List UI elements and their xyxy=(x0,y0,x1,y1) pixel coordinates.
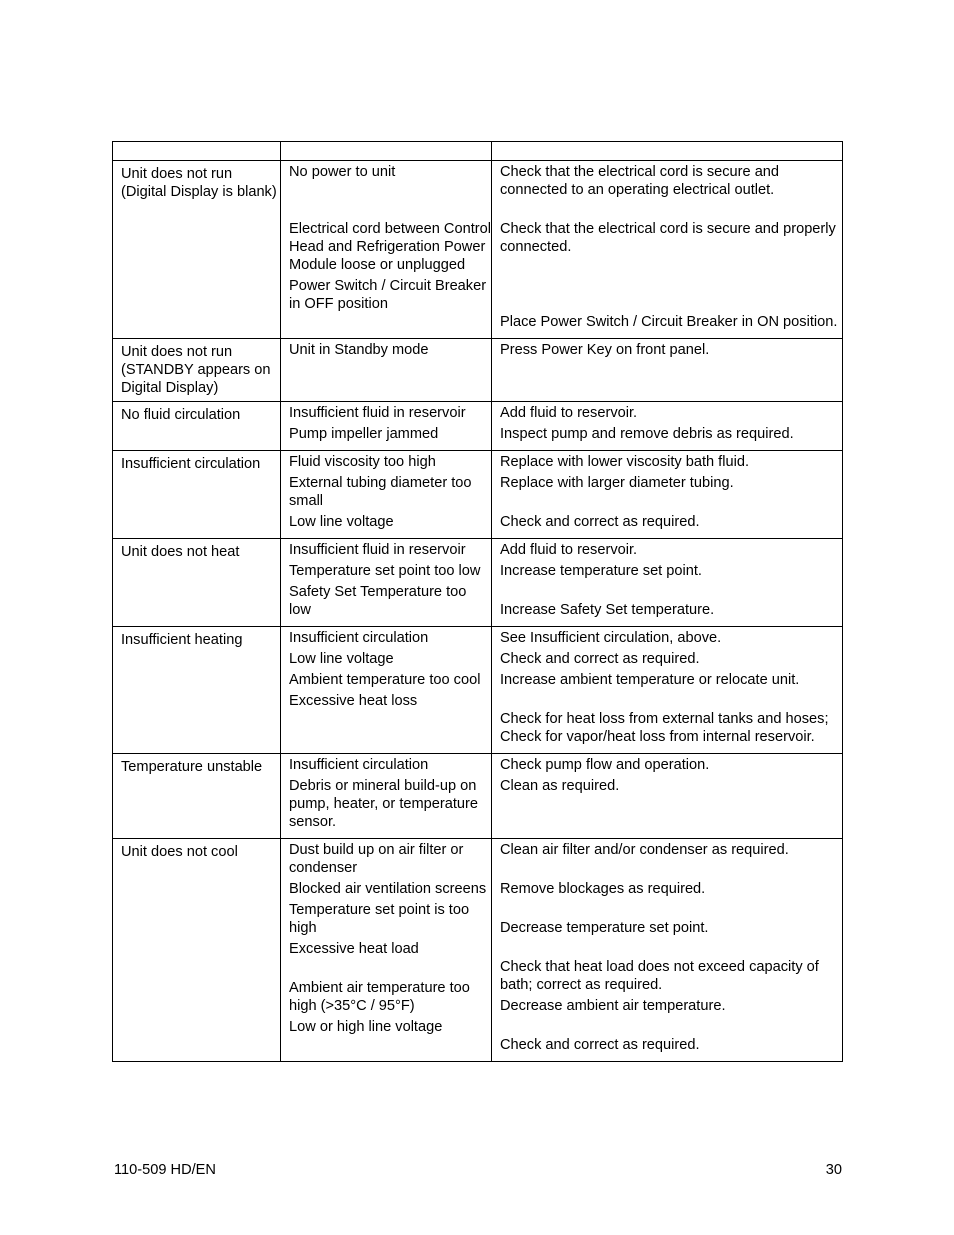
cause-text: Ambient temperature too cool xyxy=(289,672,481,688)
column-header-problem xyxy=(113,142,281,161)
cause-text: Blocked air ventilation screens xyxy=(289,881,487,897)
table-row xyxy=(113,451,843,539)
action-text xyxy=(500,199,842,217)
cause-text: Electrical cord between Control Head and Refrigeration Power Module loose or unplugged xyxy=(289,221,491,273)
cause-item xyxy=(289,979,491,1015)
cause-text: Unit in Standby mode xyxy=(289,342,429,358)
document-code: 110-509 HD/EN xyxy=(114,1162,216,1178)
cause-text: Pump impeller jammed xyxy=(289,426,439,442)
action-text: Add fluid to reservoir. xyxy=(500,542,638,558)
cause-item xyxy=(289,583,491,619)
action-text: Decrease temperature set point. xyxy=(500,920,709,936)
cause-text: Insufficient fluid in reservoir xyxy=(289,542,466,558)
cause-cell xyxy=(281,539,492,627)
problem-cell: Unit does not cool xyxy=(113,839,281,1062)
action-text xyxy=(500,580,842,598)
action-item xyxy=(500,220,842,292)
problem-cell: Insufficient heating xyxy=(113,627,281,754)
action-item xyxy=(500,710,842,746)
action-item xyxy=(500,880,842,916)
action-item xyxy=(500,562,842,598)
cause-item xyxy=(289,1018,491,1036)
action-item xyxy=(500,601,842,619)
cause-text: Ambient air temperature too high (>35°C / 95°F) xyxy=(289,980,470,1014)
table-row xyxy=(113,539,843,627)
cause-item xyxy=(289,692,491,710)
cause-text: Insufficient circulation xyxy=(289,757,429,773)
action-item xyxy=(500,919,842,955)
cause-item xyxy=(289,341,491,359)
cause-text: Fluid viscosity too high xyxy=(289,454,436,470)
table-row xyxy=(113,402,843,451)
cause-item xyxy=(289,562,491,580)
action-text: Check for heat loss from external tanks and hoses; xyxy=(500,711,829,727)
action-text: Increase ambient temperature or relocate unit. xyxy=(500,672,800,688)
cause-text xyxy=(289,199,491,217)
action-item xyxy=(500,513,842,531)
cause-item xyxy=(289,880,491,898)
action-item xyxy=(500,404,842,422)
action-text xyxy=(500,898,842,916)
cause-text: Safety Set Temperature too low xyxy=(289,584,467,618)
action-item xyxy=(500,777,842,795)
cause-text: Debris or mineral build-up on pump, heater, or temperature sensor. xyxy=(289,778,479,830)
action-cell xyxy=(492,451,843,539)
table-row xyxy=(113,754,843,839)
cause-item xyxy=(289,777,491,831)
action-text: Press Power Key on front panel. xyxy=(500,342,710,358)
cause-text: Insufficient fluid in reservoir xyxy=(289,405,466,421)
cause-text: Insufficient circulation xyxy=(289,630,429,646)
cause-text: Temperature set point is too high xyxy=(289,902,470,936)
action-text: Increase Safety Set temperature. xyxy=(500,602,715,618)
action-text xyxy=(500,859,842,877)
action-item xyxy=(500,756,842,774)
action-cell xyxy=(492,839,843,1062)
action-cell xyxy=(492,754,843,839)
cause-text: Excessive heat loss xyxy=(289,693,418,709)
action-item xyxy=(500,958,842,994)
problem-cell: Unit does not heat xyxy=(113,539,281,627)
cause-cell xyxy=(281,754,492,839)
cause-cell xyxy=(281,339,492,402)
action-text: Check that the electrical cord is secure and properly connected. xyxy=(500,221,836,255)
action-item xyxy=(500,997,842,1033)
table-row xyxy=(113,339,843,402)
action-text xyxy=(500,1015,842,1033)
action-cell xyxy=(492,627,843,754)
cause-item xyxy=(289,513,491,531)
cause-item xyxy=(289,940,491,976)
cause-text: Temperature set point too low xyxy=(289,563,481,579)
cause-item xyxy=(289,650,491,668)
action-item xyxy=(500,1036,842,1054)
cause-text: No power to unit xyxy=(289,164,396,180)
page-number: 30 xyxy=(825,1162,842,1178)
action-text: Check that heat load does not exceed capacity of bath; correct as required. xyxy=(500,959,819,993)
cause-text: Dust build up on air filter or condenser xyxy=(289,842,464,876)
action-text xyxy=(500,274,842,292)
action-text: Check and correct as required. xyxy=(500,514,700,530)
cause-item xyxy=(289,541,491,559)
cause-item xyxy=(289,901,491,937)
cause-cell xyxy=(281,627,492,754)
action-cell xyxy=(492,339,843,402)
action-cell xyxy=(492,161,843,339)
action-text: Place Power Switch / Circuit Breaker in ON position. xyxy=(500,314,838,330)
action-text xyxy=(500,295,842,313)
action-item xyxy=(500,163,842,217)
problem-cell: Unit does not run (Digital Display is blank) xyxy=(113,161,281,339)
cause-text: Low line voltage xyxy=(289,651,394,667)
column-header-cause xyxy=(281,142,492,161)
action-text xyxy=(500,492,842,510)
cause-text: Low line voltage xyxy=(289,514,394,530)
cause-cell xyxy=(281,451,492,539)
action-item xyxy=(500,629,842,647)
action-text xyxy=(500,689,842,707)
cause-text xyxy=(289,958,491,976)
action-text: Clean air filter and/or condenser as required. xyxy=(500,842,789,858)
action-text: Check pump flow and operation. xyxy=(500,757,710,773)
action-text: Replace with larger diameter tubing. xyxy=(500,475,734,491)
column-header-action xyxy=(492,142,843,161)
table-row xyxy=(113,627,843,754)
action-text: Inspect pump and remove debris as required. xyxy=(500,426,794,442)
problem-cell: Unit does not run (STANDBY appears on Digital Display) xyxy=(113,339,281,402)
action-item xyxy=(500,841,842,877)
action-text: Increase temperature set point. xyxy=(500,563,702,579)
table-header-row xyxy=(113,142,843,161)
action-text: Replace with lower viscosity bath fluid. xyxy=(500,454,750,470)
action-item xyxy=(500,295,842,331)
action-text: See Insufficient circulation, above. xyxy=(500,630,722,646)
cause-cell xyxy=(281,839,492,1062)
cause-text: External tubing diameter too small xyxy=(289,475,472,509)
action-cell xyxy=(492,539,843,627)
cause-item xyxy=(289,629,491,647)
action-text: Check that the electrical cord is secure and connected to an operating electrical outlet. xyxy=(500,164,780,198)
table-row xyxy=(113,161,843,339)
action-text: Clean as required. xyxy=(500,778,620,794)
cause-item xyxy=(289,425,491,443)
cause-item xyxy=(289,841,491,877)
action-item xyxy=(500,453,842,471)
action-text: Add fluid to reservoir. xyxy=(500,405,638,421)
action-item xyxy=(500,671,842,707)
action-item xyxy=(500,541,842,559)
problem-cell: Temperature unstable xyxy=(113,754,281,839)
cause-item xyxy=(289,756,491,774)
cause-cell xyxy=(281,402,492,451)
action-cell xyxy=(492,402,843,451)
action-item xyxy=(500,341,842,359)
problem-cell: No fluid circulation xyxy=(113,402,281,451)
action-text xyxy=(500,937,842,955)
table-row xyxy=(113,839,843,1062)
cause-item xyxy=(289,404,491,422)
action-text: Check and correct as required. xyxy=(500,1037,700,1053)
action-text: Remove blockages as required. xyxy=(500,881,706,897)
problem-cell: Insufficient circulation xyxy=(113,451,281,539)
action-item xyxy=(500,650,842,668)
cause-text xyxy=(289,181,491,199)
cause-text: Low or high line voltage xyxy=(289,1019,443,1035)
action-text: Check and correct as required. xyxy=(500,651,700,667)
action-text: Decrease ambient air temperature. xyxy=(500,998,726,1014)
cause-item xyxy=(289,671,491,689)
action-item xyxy=(500,425,842,443)
cause-item xyxy=(289,220,491,274)
cause-item xyxy=(289,474,491,510)
cause-text: Excessive heat load xyxy=(289,941,419,957)
action-text xyxy=(500,256,842,274)
action-text: Check for vapor/heat loss from internal reservoir. xyxy=(500,729,815,745)
cause-item xyxy=(289,453,491,471)
table-body xyxy=(113,161,843,1062)
action-item xyxy=(500,474,842,510)
cause-item xyxy=(289,163,491,217)
troubleshooting-table xyxy=(112,141,843,1062)
cause-cell xyxy=(281,161,492,339)
cause-item xyxy=(289,277,491,313)
cause-text: Power Switch / Circuit Breaker in OFF position xyxy=(289,278,487,312)
